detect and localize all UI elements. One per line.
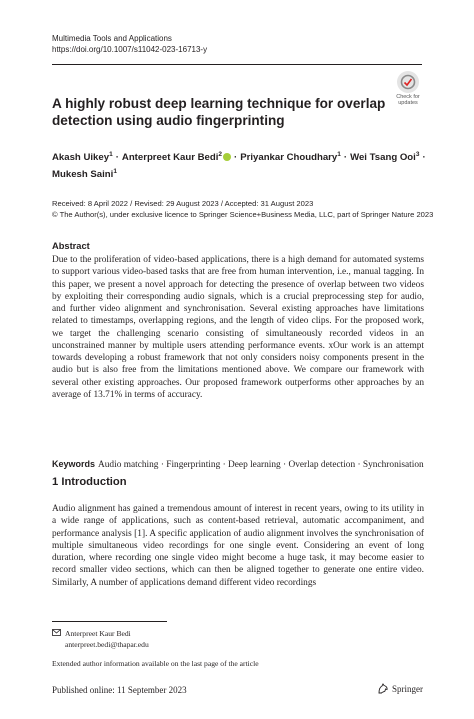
- envelope-icon: [52, 629, 61, 640]
- article-history: [52, 198, 433, 220]
- title-line-1: A highly robust deep learning technique for overlap: [52, 96, 386, 111]
- keywords-label: Keywords: [52, 459, 96, 469]
- author-list: [52, 148, 432, 182]
- updates-label: updates: [398, 100, 418, 106]
- title-line-2: detection using audio fingerprinting: [52, 113, 285, 128]
- article-title: [52, 95, 392, 129]
- check-for-updates-badge[interactable]: [391, 71, 425, 106]
- author-affiliation: 3: [415, 151, 420, 158]
- section-heading: 1 Introduction: [52, 476, 127, 488]
- journal-name: Multimedia Tools and Applications: [52, 34, 172, 43]
- separator-dot: ·: [422, 152, 426, 164]
- author-name[interactable]: Priyankar Choudhary: [240, 152, 338, 164]
- author-name[interactable]: Akash Uikey: [52, 152, 110, 164]
- check-for-updates-icon: [397, 71, 419, 93]
- corresponding-author: [52, 629, 149, 650]
- corresponding-author-email[interactable]: anterpreet.bedi@thapar.edu: [65, 639, 149, 649]
- author-affiliation: 1: [337, 151, 341, 158]
- journal-doi-link[interactable]: https://doi.org/10.1007/s11042-023-16713-y: [52, 44, 208, 54]
- author-name[interactable]: Anterpreet Kaur Bedi: [121, 152, 219, 164]
- author-affiliation: 1: [109, 151, 113, 158]
- orcid-icon[interactable]: [223, 153, 231, 161]
- corresponding-author-name: Anterpreet Kaur Bedi: [65, 629, 131, 638]
- published-date: Published online: 11 September 2023: [52, 685, 187, 695]
- springer-horse-icon: [377, 683, 389, 694]
- author-affiliation: 1: [113, 168, 117, 176]
- publisher-name: Springer: [392, 683, 423, 694]
- copyright-notice: © The Author(s), under exclusive licence to Springer Science+Business Media, LLC, part of Springer Nature 2023: [52, 210, 434, 219]
- publisher-logo: [377, 683, 423, 694]
- header-divider: [52, 64, 422, 65]
- keywords-list: Audio matching · Fingerprinting · Deep learning · Overlap detection · Synchronisation: [98, 460, 424, 470]
- separator-dot: ·: [115, 152, 119, 164]
- author-name[interactable]: Mukesh Saini: [52, 169, 114, 181]
- abstract-heading: Abstract: [52, 241, 90, 251]
- introduction-text: Audio alignment has gained a tremendous amount of interest in recent years, owing to its utility in a wide range of applications, such as content-based retrieval, automatic accompaniment, and performance analysis [1]. A specific application of audio alignment involves the synchronisation of multiple simultaneous video recordings for one single event. Considering an event of long duration, where recording one single video might become a huge task, it may become easier to record smaller video sections, which can then be aligned together to generate one entire video. Similarly, A number of applications demand different video recordings: [52, 504, 424, 588]
- history-dates: Received: 8 April 2022 / Revised: 29 August 2023 / Accepted: 31 August 2023: [52, 199, 314, 208]
- journal-header: [52, 34, 207, 55]
- author-name[interactable]: Wei Tsang Ooi: [350, 152, 416, 164]
- check-for-label: Check for: [396, 94, 420, 100]
- abstract-text: Due to the proliferation of video-based applications, there is a high demand for automated systems to support various video-based tasks that are free from human intervention, i.e., manual tagging. In this paper, we present a novel approach for detecting the presence of overlap between two videos by exploiting their corresponding audio signals, which is a crucial preprocessing step for audio, and further video alignment and synchronisation. Several existing approaches have limitations related to timestamps, overlapping regions, and the length of video clips. For the proposed work, we target the challenging scenario consisting of simultaneously recorded videos in an unconstrained manner by multiple users attending performance events. xOur work is an attempt towards developing a robust framework that not only considers noisy components present in the audio but is also free from the limitations mentioned above. We compare our framework with several other existing approaches. Our proposed framework outperforms other approaches by an average of 13.71% in terms of accuracy.: [52, 255, 424, 400]
- separator-dot: ·: [234, 152, 238, 164]
- footnote-divider: [52, 621, 167, 622]
- keywords: [52, 458, 424, 471]
- author-affiliation: 2: [218, 151, 223, 158]
- extended-info-note: Extended author information available on the last page of the article: [52, 659, 259, 668]
- separator-dot: ·: [343, 152, 348, 164]
